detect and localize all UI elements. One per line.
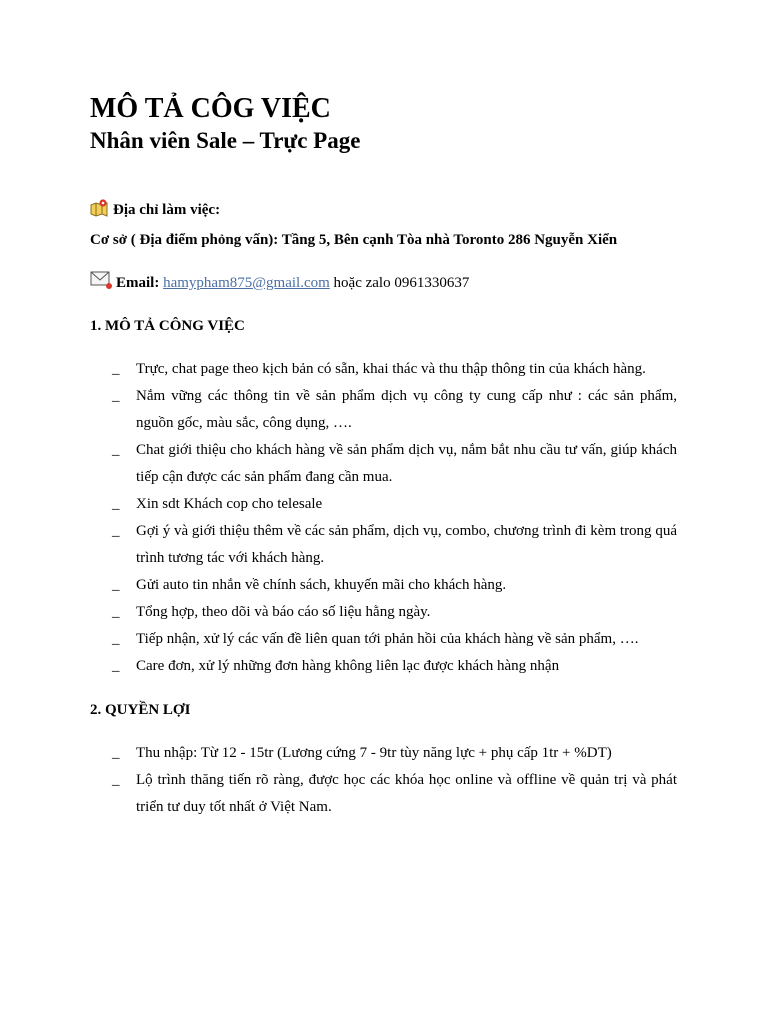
email-row: [90, 270, 469, 296]
email-label: Email:: [116, 275, 160, 291]
list-item: _ Gợi ý và giới thiệu thêm về các sản phẩm, dịch vụ, combo, chương trình đi kèm trong quá trình tương tác với khách hàng.: [112, 523, 677, 566]
section-heading-job-description: 1. MÔ TẢ CÔNG VIỆC: [90, 318, 245, 334]
address-label: Địa chỉ làm việc:: [113, 202, 221, 218]
section-heading-benefits: 2. QUYỀN LỢI: [90, 702, 191, 718]
email-link[interactable]: hamypham875@gmail.com: [163, 275, 330, 291]
list-item: _ Tổng hợp, theo dõi và báo cáo số liệu hằng ngày.: [112, 604, 431, 620]
document-title: MÔ TẢ CÔG VIỆC: [90, 93, 331, 124]
list-item: _ Gửi auto tin nhắn về chính sách, khuyến mãi cho khách hàng.: [112, 577, 507, 593]
email-suffix: hoặc zalo 0961330637: [329, 275, 470, 291]
list-item: _ Lộ trình thăng tiến rõ ràng, được học các khóa học online và offline về quản trị và phát triển tư duy tốt nhất ở Việt Nam.: [112, 772, 677, 815]
list-item: _ Trực, chat page theo kịch bản có sẵn, khai thác và thu thập thông tin của khách hàng.: [112, 361, 646, 377]
benefits-list: [112, 740, 677, 821]
list-item: _ Nắm vững các thông tin về sản phẩm dịch vụ công ty cung cấp như : các sản phẩm, nguồn gốc, màu sắc, công dụng, ….: [112, 388, 677, 431]
address-row: [90, 199, 220, 223]
envelope-icon: [90, 270, 113, 296]
map-pin-icon: [90, 199, 110, 223]
list-item: _ Care đơn, xử lý những đơn hàng không liên lạc được khách hàng nhận: [112, 658, 560, 674]
list-item: _ Thu nhập: Từ 12 - 15tr (Lương cứng 7 - 9tr tùy năng lực + phụ cấp 1tr + %DT): [112, 745, 612, 761]
document-subtitle: Nhân viên Sale – Trực Page: [90, 128, 361, 153]
job-description-list: [112, 356, 677, 680]
list-item: _ Chat giới thiệu cho khách hàng về sản phẩm dịch vụ, nắm bắt nhu cầu tư vấn, giúp khách tiếp cận được các sản phẩm đang cần mua.: [112, 442, 677, 485]
list-item: _ Tiếp nhận, xử lý các vấn đề liên quan tới phản hồi của khách hàng về sản phẩm, ….: [112, 631, 639, 647]
list-item: _ Xin sdt Khách cop cho telesale: [112, 496, 323, 512]
location-line: Cơ sở ( Địa điểm phỏng vấn): Tầng 5, Bên cạnh Tòa nhà Toronto 286 Nguyễn Xiển: [90, 232, 618, 248]
